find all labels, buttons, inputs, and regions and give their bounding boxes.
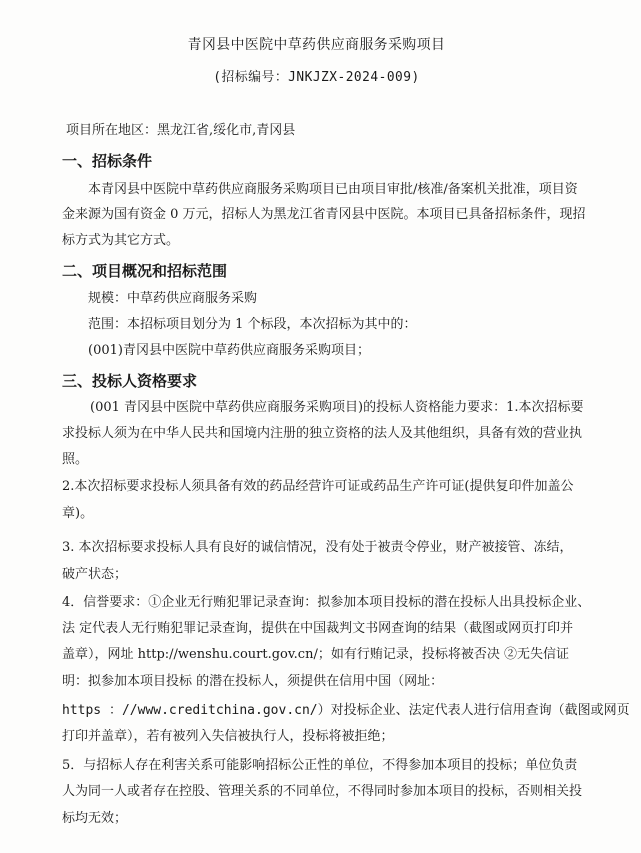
section3-line: 求投标人须为在中华人民共和国境内注册的独立资格的法人及其他组织，具备有效的营业执: [62, 426, 583, 441]
section3-line: 明：拟参加本项目投标 的潜在投标人，须提供在信用中国（网址：: [62, 674, 444, 689]
section1-line: 金来源为国有资金 0 万元，招标人为黑龙江省青冈县中医院。本项目已具备招标条件，现招: [62, 207, 586, 222]
section2-heading: 二、项目概况和招标范围: [62, 262, 228, 280]
section3-line: https ：//www.creditchina.gov.cn/）对投标企业、法定代表人进行信用查询（截图或网页: [62, 703, 630, 718]
section3-line: (001 青冈县中医院中草药供应商服务采购项目)的投标人资格能力要求：1.本次招标要: [90, 400, 584, 415]
section2-line: 规模：中草药供应商服务采购: [88, 291, 258, 306]
section2-line: (001)青冈县中医院中草药供应商服务采购项目；: [88, 343, 370, 358]
section1-heading: 一、招标条件: [62, 152, 153, 170]
section1-line: 本青冈县中医院中草药供应商服务采购项目已由项目审批/核准/备案机关批准，项目资: [88, 182, 578, 197]
section3-line: 章)。: [62, 506, 94, 521]
tender-number: (招标编号：JNKJZX-2024-009): [213, 70, 420, 85]
section3-line: 破产状态；: [62, 567, 128, 582]
section1-line: 标方式为其它方式。: [62, 233, 180, 248]
section2-line: 范围：本招标项目划分为 1 个标段，本次招标为其中的：: [88, 317, 417, 332]
section3-line: 法 定代表人无行贿犯罪记录查询，提供在中国裁判文书网查询的结果（截图或网页打印并: [62, 621, 574, 636]
document-title: 青冈县中医院中草药供应商服务采购项目: [187, 37, 446, 53]
section3-line: 照。: [62, 452, 89, 467]
project-location: 项目所在地区：黑龙江省,绥化市,青冈县: [66, 123, 296, 138]
section3-line: 3. 本次招标要求投标人具有良好的诚信情况，没有处于被责令停业，财产被接管、冻结，: [62, 540, 573, 555]
section3-line: 打印并盖章），若有被列入失信被执行人，投标将被拒绝；: [62, 729, 394, 744]
section3-line: 4．信誉要求：①企业无行贿犯罪记录查询：拟参加本项目投标的潜在投标人出具投标企业、: [62, 595, 591, 610]
section3-line: 5．与招标人存在利害关系可能影响招标公正性的单位，不得参加本项目的投标；单位负责: [62, 758, 578, 773]
section3-line: 盖章），网址 http://wenshu.court.gov.cn/；如有行贿记录，投标将被否决 ②无失信证: [62, 647, 569, 662]
section3-line: 2.本次招标要求投标人须具备有效的药品经营许可证或药品生产许可证(提供复印件加盖公: [62, 479, 574, 494]
section3-heading: 三、投标人资格要求: [62, 372, 198, 390]
section3-line: 人为同一人或者存在控股、管理关系的不同单位，不得同时参加本项目的投标，否则相关投: [62, 784, 583, 799]
section3-line: 标均无效；: [62, 811, 128, 826]
